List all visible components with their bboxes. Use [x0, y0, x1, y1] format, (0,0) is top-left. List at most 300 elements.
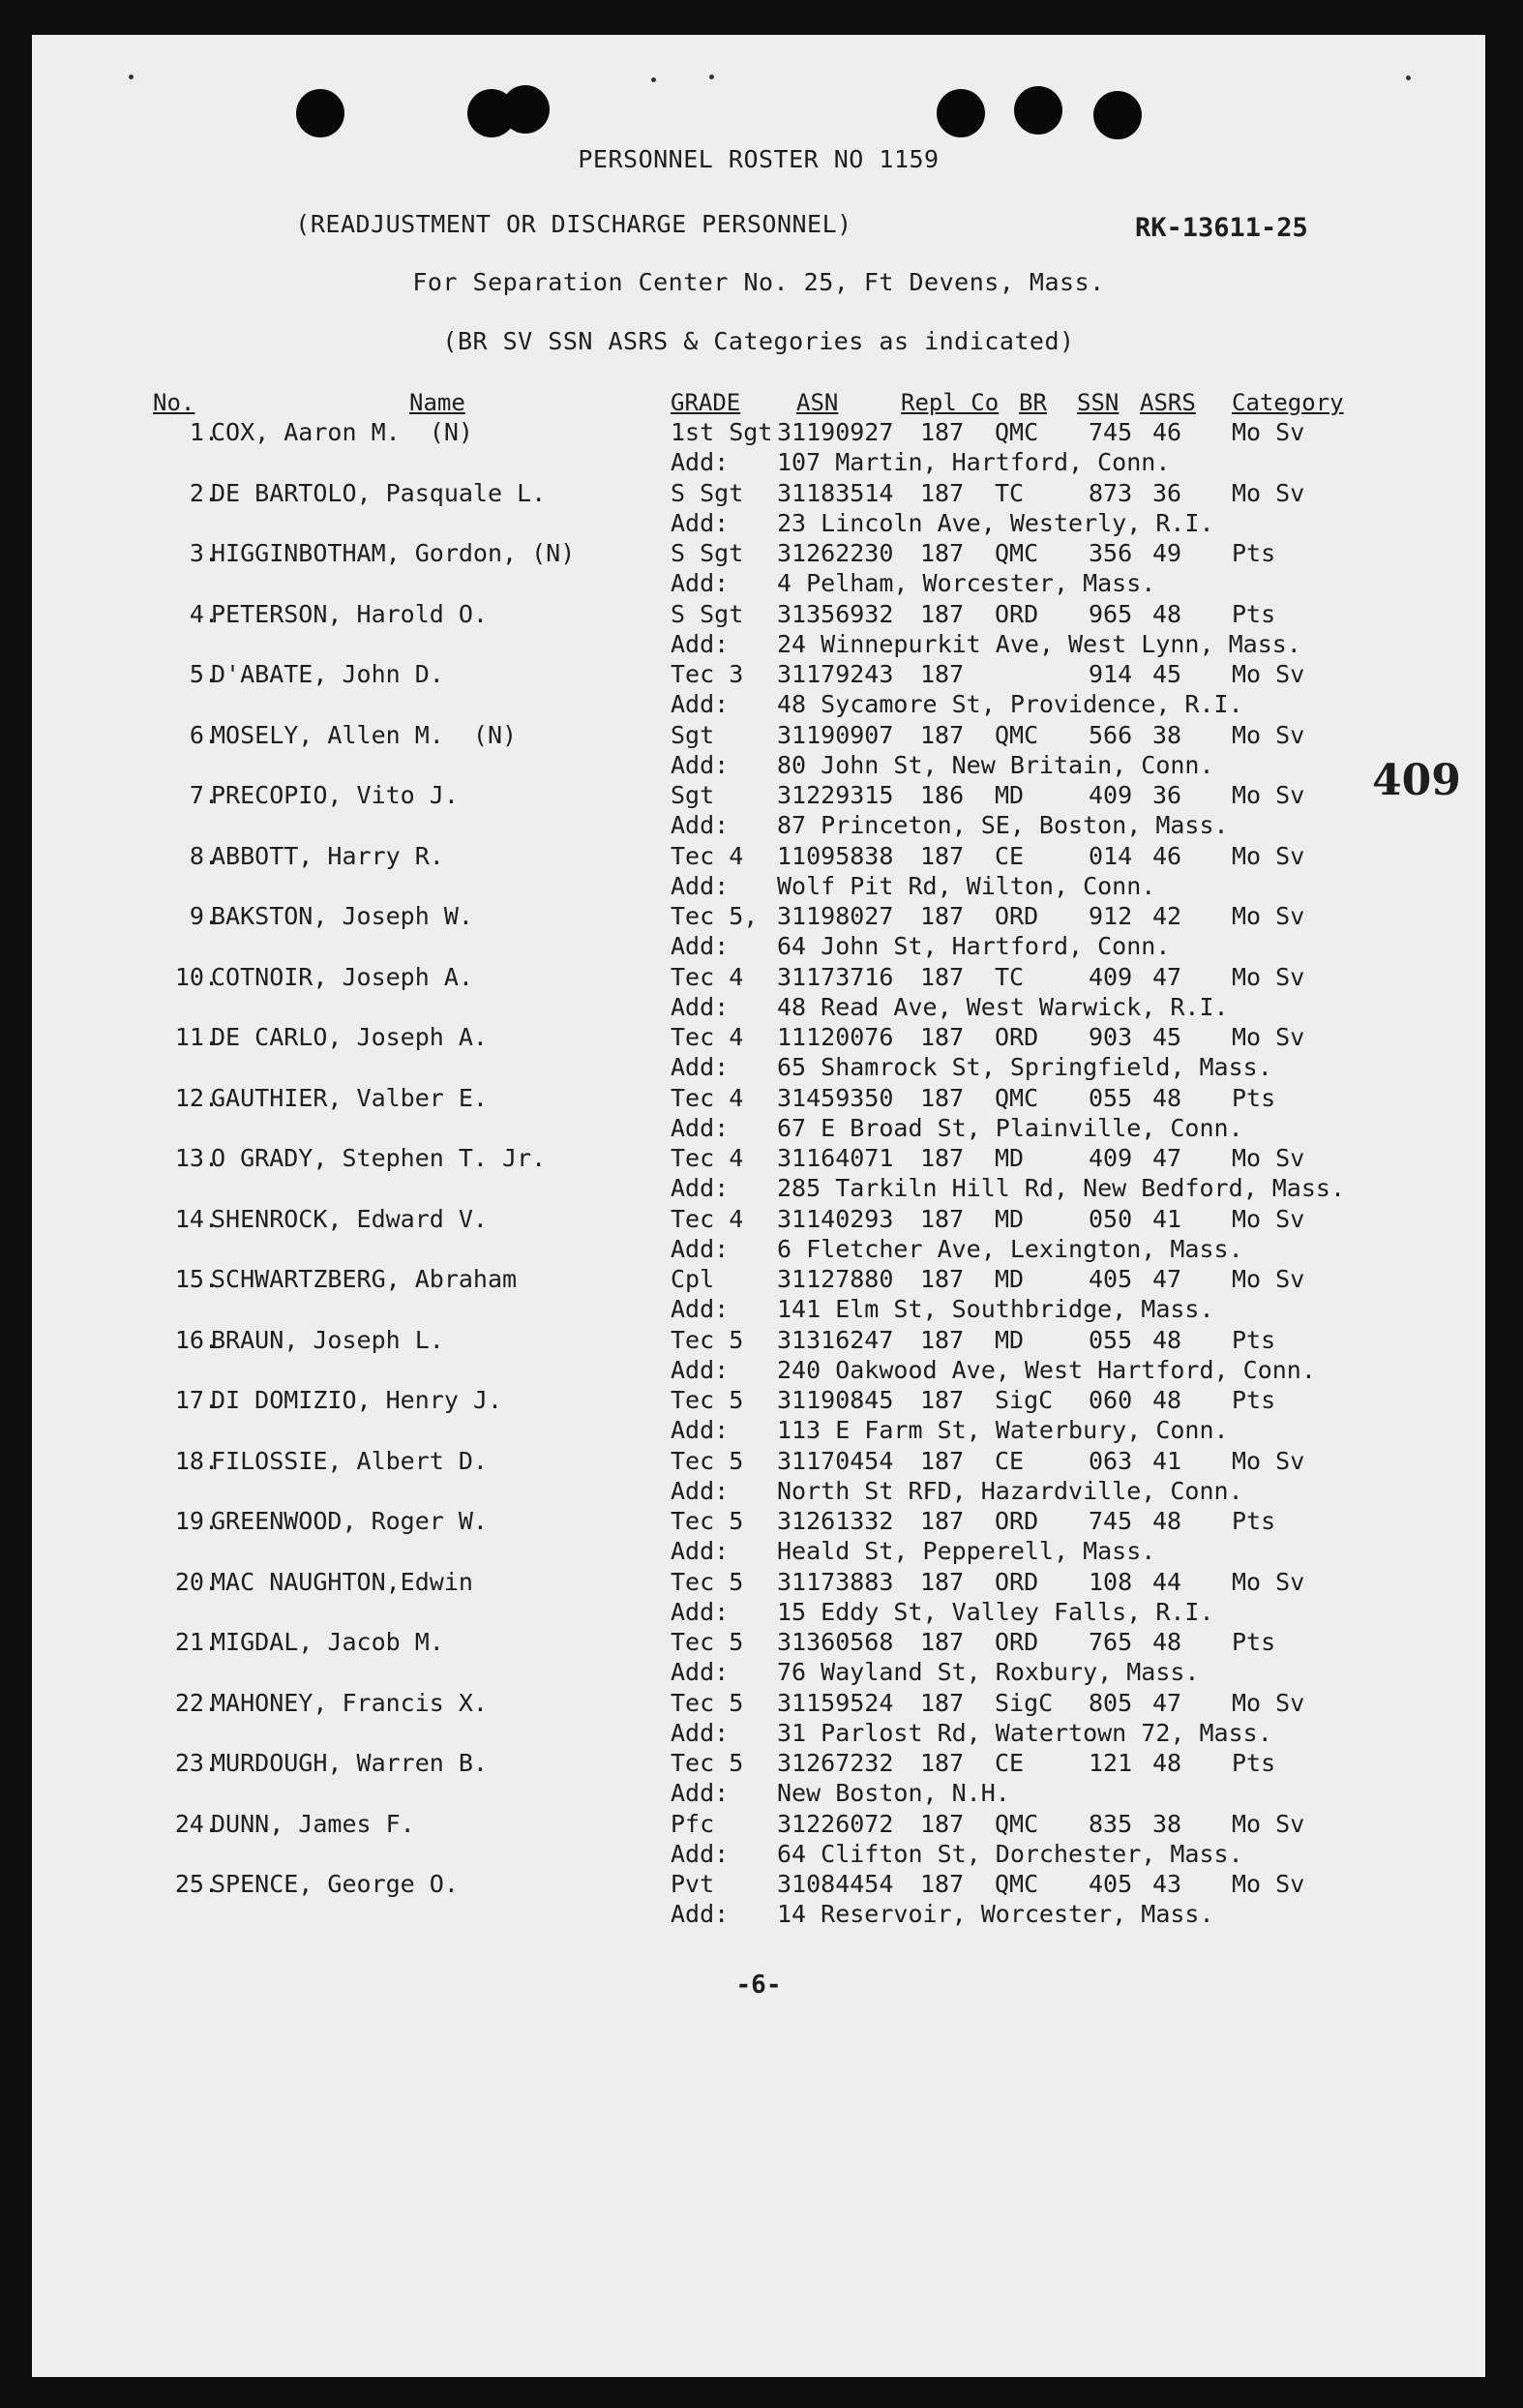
entry-repl-co: 187: [920, 1204, 965, 1233]
entry-number: 16.: [174, 1325, 219, 1354]
roster-entry: [32, 902, 1485, 962]
entry-number: 4.: [189, 599, 219, 628]
entry-address: 65 Shamrock St, Springfield, Mass.: [777, 1053, 1272, 1081]
punch-hole: [296, 89, 344, 137]
entry-asrs: 47: [1152, 1688, 1182, 1717]
entry-address: 76 Wayland St, Roxbury, Mass.: [777, 1658, 1200, 1686]
roster-entry: [32, 660, 1485, 720]
entry-asrs: 36: [1152, 478, 1182, 507]
entry-category: Pts: [1232, 1083, 1276, 1112]
entry-branch: MD: [995, 1144, 1025, 1172]
entry-name: BRAUN, Joseph L.: [211, 1325, 444, 1354]
entry-address: 4 Pelham, Worcester, Mass.: [777, 569, 1156, 597]
entry-grade: Tec 3: [671, 660, 744, 688]
entry-repl-co: 186: [920, 781, 965, 809]
entry-name: MAHONEY, Francis X.: [211, 1688, 488, 1717]
entry-category: Pts: [1232, 539, 1276, 567]
entry-number: 24.: [174, 1809, 219, 1838]
entry-address-label: Add:: [671, 992, 730, 1021]
entry-repl-co: 187: [920, 1749, 965, 1777]
entry-ssn: 405: [1089, 1870, 1133, 1898]
entry-category: Pts: [1232, 1507, 1276, 1535]
entry-repl-co: 187: [920, 841, 965, 870]
entry-number: 5.: [189, 660, 219, 688]
entry-address-label: Add:: [671, 811, 730, 839]
entry-ssn: 409: [1089, 781, 1133, 809]
entry-address-label: Add:: [671, 932, 730, 960]
entry-asrs: 41: [1152, 1204, 1182, 1233]
entry-grade: Tec 5: [671, 1386, 744, 1414]
entry-address-label: Add:: [671, 508, 730, 537]
entry-category: Pts: [1232, 1628, 1276, 1656]
entry-number: 6.: [189, 720, 219, 749]
entry-branch: ORD: [995, 1023, 1039, 1051]
entry-asn: 31173883: [777, 1567, 894, 1596]
entry-repl-co: 187: [920, 1144, 965, 1172]
entry-repl-co: 187: [920, 1870, 965, 1898]
entry-name: HIGGINBOTHAM, Gordon, (N): [211, 539, 576, 567]
entry-repl-co: 187: [920, 478, 965, 507]
entry-number: 14.: [174, 1204, 219, 1233]
roster-entry: [32, 479, 1485, 539]
roster-entry: [32, 539, 1485, 599]
entry-grade: Tec 5: [671, 1325, 744, 1354]
entry-ssn: 063: [1089, 1446, 1133, 1475]
entry-ssn: 873: [1089, 478, 1133, 507]
entry-grade: Tec 5: [671, 1628, 744, 1656]
entry-asrs: 48: [1152, 1386, 1182, 1414]
categories-note: (BR SV SSN ASRS & Categories as indicated): [442, 327, 1075, 355]
entry-category: Mo Sv: [1232, 418, 1305, 446]
entry-asn: 31127880: [777, 1265, 894, 1293]
entry-asn: 31261332: [777, 1507, 894, 1535]
page-stamp: 409: [1372, 756, 1461, 805]
entry-grade: Tec 5: [671, 1749, 744, 1777]
entry-branch: CE: [995, 841, 1025, 870]
entry-asrs: 46: [1152, 418, 1182, 446]
entry-grade: Tec 4: [671, 1144, 744, 1172]
entry-branch: TC: [995, 962, 1025, 991]
entry-asrs: 38: [1152, 720, 1182, 749]
entry-asn: 31140293: [777, 1204, 894, 1233]
entry-asrs: 48: [1152, 599, 1182, 628]
entry-ssn: 745: [1089, 418, 1133, 446]
punch-hole: [1014, 86, 1062, 135]
roster-entry: [32, 721, 1485, 781]
entry-repl-co: 187: [920, 962, 965, 991]
entry-address: 15 Eddy St, Valley Falls, R.I.: [777, 1597, 1214, 1626]
entry-category: Pts: [1232, 599, 1276, 628]
entry-grade: Pfc: [671, 1809, 715, 1838]
entry-asn: 31170454: [777, 1446, 894, 1475]
entry-repl-co: 187: [920, 1809, 965, 1838]
entry-grade: Tec 4: [671, 1083, 744, 1112]
entry-ssn: 014: [1089, 841, 1133, 870]
roster-entry: [32, 1084, 1485, 1144]
entry-ssn: 912: [1089, 902, 1133, 930]
entry-grade: Tec 5: [671, 1507, 744, 1535]
entry-branch: CE: [995, 1446, 1025, 1475]
entry-grade: Pvt: [671, 1870, 715, 1898]
entry-category: Mo Sv: [1232, 660, 1305, 688]
entry-asrs: 48: [1152, 1749, 1182, 1777]
entry-address: Wolf Pit Rd, Wilton, Conn.: [777, 871, 1156, 900]
entry-asrs: 48: [1152, 1325, 1182, 1354]
entry-ssn: 805: [1089, 1688, 1133, 1717]
entry-name: MURDOUGH, Warren B.: [211, 1749, 488, 1777]
entry-repl-co: 187: [920, 1325, 965, 1354]
col-category: Category: [1232, 389, 1344, 416]
entry-number: 22.: [174, 1688, 219, 1717]
roster-entry: [32, 1386, 1485, 1446]
entry-branch: QMC: [995, 1083, 1039, 1112]
entry-number: 11.: [174, 1023, 219, 1051]
entry-branch: SigC: [995, 1688, 1054, 1717]
entry-name: D'ABATE, John D.: [211, 660, 444, 688]
entry-branch: MD: [995, 1265, 1025, 1293]
entry-repl-co: 187: [920, 1265, 965, 1293]
entry-address: 113 E Farm St, Waterbury, Conn.: [777, 1416, 1229, 1444]
entry-asn: 31190907: [777, 720, 894, 749]
entry-number: 23.: [174, 1749, 219, 1777]
serial-number: RK-13611-25: [1135, 213, 1308, 243]
entry-branch: ORD: [995, 1567, 1039, 1596]
entry-name: MOSELY, Allen M. (N): [211, 720, 518, 749]
entry-ssn: 914: [1089, 660, 1133, 688]
entry-category: Mo Sv: [1232, 962, 1305, 991]
entry-branch: QMC: [995, 1870, 1039, 1898]
entry-address-label: Add:: [671, 448, 730, 476]
col-ssn: SSN: [1077, 389, 1120, 416]
entry-branch: CE: [995, 1749, 1025, 1777]
entry-name: COX, Aaron M. (N): [211, 418, 473, 446]
entry-grade: S Sgt: [671, 539, 744, 567]
entry-number: 18.: [174, 1446, 219, 1475]
entry-number: 13.: [174, 1144, 219, 1172]
entry-category: Mo Sv: [1232, 902, 1305, 930]
roster-entry: [32, 1628, 1485, 1688]
entry-address: 141 Elm St, Southbridge, Mass.: [777, 1295, 1214, 1323]
entry-address: 48 Sycamore St, Providence, R.I.: [777, 690, 1243, 718]
entry-asrs: 49: [1152, 539, 1182, 567]
entry-asrs: 38: [1152, 1809, 1182, 1838]
entry-category: Mo Sv: [1232, 720, 1305, 749]
entry-asn: 31267232: [777, 1749, 894, 1777]
entry-asn: 31360568: [777, 1628, 894, 1656]
entry-grade: S Sgt: [671, 599, 744, 628]
entry-category: Pts: [1232, 1386, 1276, 1414]
entry-ssn: 409: [1089, 962, 1133, 991]
entry-address-label: Add:: [671, 629, 730, 658]
entry-address: 31 Parlost Rd, Watertown 72, Mass.: [777, 1718, 1272, 1747]
entry-asrs: 45: [1152, 660, 1182, 688]
entry-address: 285 Tarkiln Hill Rd, New Bedford, Mass.: [777, 1174, 1345, 1202]
roster-entry: [32, 1507, 1485, 1567]
col-name: Name: [409, 389, 465, 416]
entry-name: FILOSSIE, Albert D.: [211, 1446, 488, 1475]
entry-asrs: 45: [1152, 1023, 1182, 1051]
roster-entry: [32, 1205, 1485, 1265]
entry-name: BAKSTON, Joseph W.: [211, 902, 473, 930]
entry-ssn: 745: [1089, 1507, 1133, 1535]
roster-subtitle: (READJUSTMENT OR DISCHARGE PERSONNEL): [295, 210, 852, 238]
separation-center: For Separation Center No. 25, Ft Devens, Mass.: [412, 268, 1105, 296]
entry-asn: 31159524: [777, 1688, 894, 1717]
entry-ssn: 405: [1089, 1265, 1133, 1293]
entry-repl-co: 187: [920, 418, 965, 446]
entry-name: ABBOTT, Harry R.: [211, 841, 444, 870]
entry-address: North St RFD, Hazardville, Conn.: [777, 1476, 1243, 1505]
entry-category: Mo Sv: [1232, 1688, 1305, 1717]
entry-branch: QMC: [995, 539, 1039, 567]
entry-address: 87 Princeton, SE, Boston, Mass.: [777, 811, 1229, 839]
entry-repl-co: 187: [920, 539, 965, 567]
entry-branch: ORD: [995, 1628, 1039, 1656]
entry-branch: QMC: [995, 720, 1039, 749]
entry-category: Mo Sv: [1232, 1446, 1305, 1475]
entry-branch: TC: [995, 478, 1025, 507]
punch-hole: [501, 85, 550, 134]
entry-address-label: Add:: [671, 1234, 730, 1263]
speck: [651, 77, 656, 82]
entry-category: Mo Sv: [1232, 1809, 1305, 1838]
punch-hole: [1093, 91, 1142, 139]
entry-asn: 11120076: [777, 1023, 894, 1051]
entry-address-label: Add:: [671, 1476, 730, 1505]
entry-address: 14 Reservoir, Worcester, Mass.: [777, 1900, 1214, 1928]
entry-asn: 31226072: [777, 1809, 894, 1838]
entry-branch: MD: [995, 1325, 1025, 1354]
entry-name: SHENROCK, Edward V.: [211, 1204, 488, 1233]
entry-name: DE CARLO, Joseph A.: [211, 1023, 488, 1051]
entry-asn: 31198027: [777, 902, 894, 930]
entry-address-label: Add:: [671, 1658, 730, 1686]
entry-asn: 31164071: [777, 1144, 894, 1172]
entry-number: 12.: [174, 1083, 219, 1112]
roster-entry: [32, 1810, 1485, 1870]
entry-asrs: 41: [1152, 1446, 1182, 1475]
entry-category: Mo Sv: [1232, 478, 1305, 507]
col-asn: ASN: [796, 389, 839, 416]
entry-address: Heald St, Pepperell, Mass.: [777, 1537, 1156, 1565]
entry-category: Mo Sv: [1232, 841, 1305, 870]
roster-entry: [32, 1326, 1485, 1386]
entry-asn: 31229315: [777, 781, 894, 809]
entry-number: 9.: [189, 902, 219, 930]
entry-address: 64 Clifton St, Dorchester, Mass.: [777, 1839, 1243, 1868]
entry-address-label: Add:: [671, 1779, 730, 1807]
roster-entry: [32, 1568, 1485, 1628]
entry-category: Mo Sv: [1232, 1567, 1305, 1596]
entry-address: 240 Oakwood Ave, West Hartford, Conn.: [777, 1355, 1316, 1384]
entry-ssn: 566: [1089, 720, 1133, 749]
col-repl: Repl Co: [901, 389, 1000, 416]
entry-ssn: 055: [1089, 1083, 1133, 1112]
document-page: [32, 35, 1485, 2377]
entry-address-label: Add:: [671, 1597, 730, 1626]
entry-name: DE BARTOLO, Pasquale L.: [211, 478, 547, 507]
entry-branch: MD: [995, 1204, 1025, 1233]
entry-repl-co: 187: [920, 599, 965, 628]
entry-repl-co: 187: [920, 1628, 965, 1656]
entry-address-label: Add:: [671, 569, 730, 597]
entry-number: 19.: [174, 1507, 219, 1535]
entry-address: 67 E Broad St, Plainville, Conn.: [777, 1113, 1243, 1142]
entry-name: GAUTHIER, Valber E.: [211, 1083, 488, 1112]
entry-name: DUNN, James F.: [211, 1809, 415, 1838]
entry-asrs: 42: [1152, 902, 1182, 930]
entry-asn: 31179243: [777, 660, 894, 688]
entry-category: Mo Sv: [1232, 1144, 1305, 1172]
roster-entry: [32, 1265, 1485, 1325]
entry-asn: 31262230: [777, 539, 894, 567]
entry-ssn: 108: [1089, 1567, 1133, 1596]
entry-grade: Sgt: [671, 720, 715, 749]
entry-number: 25.: [174, 1870, 219, 1898]
entry-asrs: 48: [1152, 1507, 1182, 1535]
entry-address-label: Add:: [671, 1053, 730, 1081]
entry-ssn: 121: [1089, 1749, 1133, 1777]
entry-name: SPENCE, George O.: [211, 1870, 459, 1898]
entry-branch: ORD: [995, 1507, 1039, 1535]
roster-entry: [32, 600, 1485, 660]
entry-number: 15.: [174, 1265, 219, 1293]
speck: [709, 75, 714, 79]
entry-address-label: Add:: [671, 750, 730, 779]
roster-entry: [32, 1689, 1485, 1749]
entry-asn: 31316247: [777, 1325, 894, 1354]
entry-branch: ORD: [995, 599, 1039, 628]
entry-number: 8.: [189, 841, 219, 870]
entry-asrs: 43: [1152, 1870, 1182, 1898]
entry-name: PRECOPIO, Vito J.: [211, 781, 459, 809]
entry-number: 21.: [174, 1628, 219, 1656]
entry-asn: 31173716: [777, 962, 894, 991]
entry-repl-co: 187: [920, 660, 965, 688]
col-asrs: ASRS: [1140, 389, 1196, 416]
entry-asn: 31084454: [777, 1870, 894, 1898]
entry-asrs: 47: [1152, 962, 1182, 991]
entry-category: Mo Sv: [1232, 781, 1305, 809]
entry-name: MAC NAUGHTON,Edwin: [211, 1567, 473, 1596]
entry-address: 23 Lincoln Ave, Westerly, R.I.: [777, 508, 1214, 537]
entry-address-label: Add:: [671, 1113, 730, 1142]
roster-entry: [32, 781, 1485, 841]
entry-asrs: 46: [1152, 841, 1182, 870]
entry-branch: MD: [995, 781, 1025, 809]
entry-address-label: Add:: [671, 1295, 730, 1323]
entry-address-label: Add:: [671, 1416, 730, 1444]
entry-number: 17.: [174, 1386, 219, 1414]
entry-name: MIGDAL, Jacob M.: [211, 1628, 444, 1656]
entry-ssn: 356: [1089, 539, 1133, 567]
speck: [129, 75, 134, 79]
entry-address-label: Add:: [671, 1537, 730, 1565]
entry-ssn: 903: [1089, 1023, 1133, 1051]
roster-entry: [32, 418, 1485, 478]
entry-ssn: 965: [1089, 599, 1133, 628]
entry-asrs: 44: [1152, 1567, 1182, 1596]
entry-repl-co: 187: [920, 902, 965, 930]
entry-grade: 1st Sgt: [671, 418, 773, 446]
entry-category: Mo Sv: [1232, 1265, 1305, 1293]
entry-number: 20.: [174, 1567, 219, 1596]
entry-grade: Sgt: [671, 781, 715, 809]
entry-grade: Tec 5: [671, 1688, 744, 1717]
col-br: BR: [1019, 389, 1047, 416]
entry-address-label: Add:: [671, 1355, 730, 1384]
col-grade: GRADE: [671, 389, 741, 416]
entry-category: Mo Sv: [1232, 1870, 1305, 1898]
entry-name: O GRADY, Stephen T. Jr.: [211, 1144, 547, 1172]
entry-name: GREENWOOD, Roger W.: [211, 1507, 488, 1535]
roster-entry: [32, 842, 1485, 902]
page-number: -6-: [735, 1971, 782, 2000]
entry-name: SCHWARTZBERG, Abraham: [211, 1265, 518, 1293]
punch-hole: [937, 89, 985, 137]
entry-ssn: 835: [1089, 1809, 1133, 1838]
entry-number: 1.: [189, 418, 219, 446]
entry-grade: Tec 4: [671, 1204, 744, 1233]
speck: [1406, 75, 1411, 80]
entry-branch: QMC: [995, 1809, 1039, 1838]
entry-branch: ORD: [995, 902, 1039, 930]
roster-entry: [32, 1447, 1485, 1507]
entry-number: 3.: [189, 539, 219, 567]
entry-repl-co: 187: [920, 720, 965, 749]
entry-category: Mo Sv: [1232, 1023, 1305, 1051]
entry-repl-co: 187: [920, 1507, 965, 1535]
entry-grade: Tec 4: [671, 962, 744, 991]
entry-branch: SigC: [995, 1386, 1054, 1414]
entry-ssn: 050: [1089, 1204, 1133, 1233]
entry-category: Pts: [1232, 1325, 1276, 1354]
entry-grade: Tec 5: [671, 1446, 744, 1475]
entry-number: 2.: [189, 478, 219, 507]
entry-ssn: 055: [1089, 1325, 1133, 1354]
entry-asrs: 48: [1152, 1628, 1182, 1656]
entry-address-label: Add:: [671, 1839, 730, 1868]
roster-title: PERSONNEL ROSTER NO 1159: [578, 145, 940, 173]
entry-repl-co: 187: [920, 1446, 965, 1475]
entry-repl-co: 187: [920, 1567, 965, 1596]
entry-name: DI DOMIZIO, Henry J.: [211, 1386, 503, 1414]
entry-repl-co: 187: [920, 1688, 965, 1717]
entry-address-label: Add:: [671, 871, 730, 900]
entry-number: 7.: [189, 781, 219, 809]
entry-grade: Cpl: [671, 1265, 715, 1293]
roster-entry: [32, 1749, 1485, 1809]
entry-address-label: Add:: [671, 1174, 730, 1202]
entry-address: 24 Winnepurkit Ave, West Lynn, Mass.: [777, 629, 1301, 658]
entry-address-label: Add:: [671, 690, 730, 718]
entry-asn: 31356932: [777, 599, 894, 628]
entry-grade: Tec 5: [671, 1567, 744, 1596]
entry-branch: QMC: [995, 418, 1039, 446]
entry-address: 107 Martin, Hartford, Conn.: [777, 448, 1171, 476]
entry-repl-co: 187: [920, 1386, 965, 1414]
entry-asn: 31190845: [777, 1386, 894, 1414]
roster-entry: [32, 1870, 1485, 1930]
roster-entry: [32, 963, 1485, 1023]
roster-entry: [32, 1144, 1485, 1204]
entry-category: Pts: [1232, 1749, 1276, 1777]
entry-asrs: 47: [1152, 1265, 1182, 1293]
entry-address: 48 Read Ave, West Warwick, R.I.: [777, 992, 1229, 1021]
entry-asn: 11095838: [777, 841, 894, 870]
entry-asn: 31183514: [777, 478, 894, 507]
entry-repl-co: 187: [920, 1083, 965, 1112]
